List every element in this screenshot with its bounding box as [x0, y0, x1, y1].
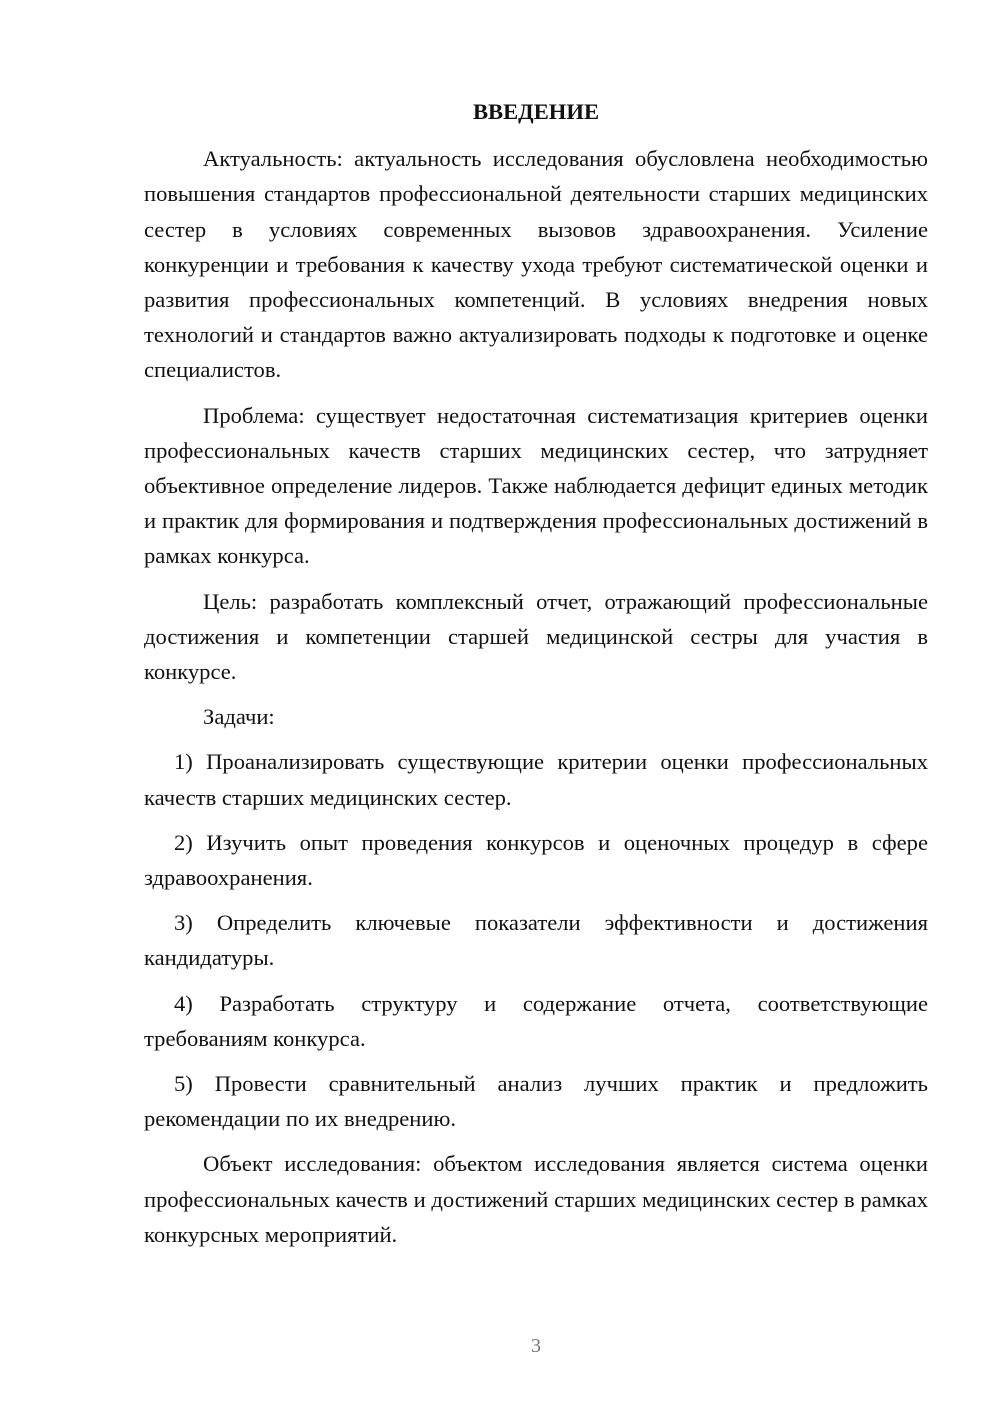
task-item-4: 4) Разработать структуру и содержание отчета, соответствующие требованиям конкурса.	[144, 990, 928, 1051]
paragraph-object: Объект исследования: объектом исследования является система оценки профессиональных качеств и достижений старших медицинских сестер в рамках конкурсных мероприятий.	[144, 1151, 928, 1247]
task-item-3: 3) Определить ключевые показатели эффективности и достижения кандидатуры.	[144, 910, 928, 971]
task-item-2: 2) Изучить опыт проведения конкурсов и оценочных процедур в сфере здравоохранения.	[144, 829, 928, 891]
paragraph-problem: Проблема: существует недостаточная систематизация критериев оценки профессиональных качеств старших медицинских сестер, что затрудняет объективное определение лидеров. Также наблюдается дефицит единых методик и практик для формирования и подтверждения профессиональных достижений в рамках конкурса.	[144, 402, 928, 569]
page-number: 3	[531, 1335, 541, 1357]
paragraph-goal: Цель: разработать комплексный отчет, отражающий профессиональные достижения и компетенции старшей медицинской сестры для участия в конкурсе.	[144, 588, 928, 685]
tasks-heading: Задачи:	[203, 704, 275, 730]
task-item-1: 1) Проанализировать существующие критерии оценки профессиональных качеств старших медицинских сестер.	[144, 749, 928, 810]
paragraph-relevance: Актуальность: актуальность исследования обусловлена необходимостью повышения стандартов профессиональной деятельности старших медицинских сестер в условиях современных вызовов здравоохранения. Усиление конкуренции и требования к качеству ухода требуют систематической оценки и развития профессиональных компетенций. В условиях внедрения новых технологий и стандартов важно актуализировать подходы к подготовке и оценке специалистов.	[144, 146, 928, 383]
section-title: ВВЕДЕНИЕ	[472, 99, 600, 124]
task-item-5: 5) Провести сравнительный анализ лучших практик и предложить рекомендации по их внедрению.	[144, 1071, 928, 1132]
page-content	[144, 94, 928, 1262]
